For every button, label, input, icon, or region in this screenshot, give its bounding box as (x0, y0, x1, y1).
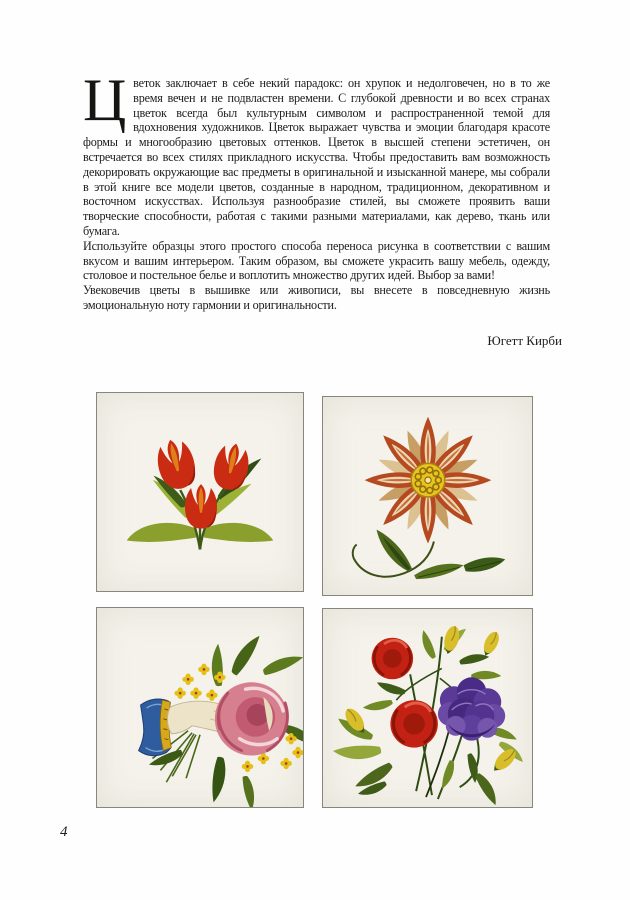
author-signature: Югетт Кирби (487, 332, 562, 348)
intro-text (83, 67, 562, 349)
star-flower-illustration (323, 397, 532, 595)
hand-with-rose-bouquet-embroidery (96, 607, 304, 808)
drop-cap: Ц (83, 67, 127, 133)
page-number: 4 (60, 824, 68, 840)
star-flower-embroidery (322, 396, 533, 596)
paragraph-1-text: веток заключает в себе некий парадокс: он хрупок и недолговечен, но в то же время вечен и не подвластен времени. С глубокой древности и во всех странах цветок всегда был культурным символом и распространенной темой для вдохновения художников. Цветок выражает чувства и эмоции благодаря красоте формы и многообразию цветовых оттенков. Цветок в высшей степени эстетичен, он встречается во всех стилях прикладного искусства. Чтобы предоставить вам возможность декорировать окружающие вас предметы в оригинальной и изысканной манере, мы собрали в этой книге все модели цветов, созданные в народном, традиционном, декоративном и восточном искусствах. Используя разнообразие стилей, вы сможете проявить ваши творческие способности, работая с такими разными материалами, как дерево, ткань или бумага. (83, 76, 550, 238)
hand-bouquet-illustration (97, 608, 303, 807)
roses-carnation-illustration (323, 609, 532, 807)
paragraph-3: Увековечив цветы в вышивке или живописи, вы внесете в повседневную жизнь эмоциональную ноту гармонии и оригинальности. (83, 283, 550, 312)
paragraph-2: Используйте образцы этого простого способа переноса рисунка в соответствии с вашим вкусом и вашим интерьером. Таким образом, вы сможете украсить вашу мебель, одежду, столовое и постельное белье и воплотить множество других идей. Выбор за вами! (83, 238, 550, 283)
paragraph-1 (83, 67, 550, 239)
red-tulips-illustration (97, 393, 303, 591)
red-tulips-embroidery (96, 392, 304, 592)
roses-and-carnation-embroidery (322, 608, 533, 808)
